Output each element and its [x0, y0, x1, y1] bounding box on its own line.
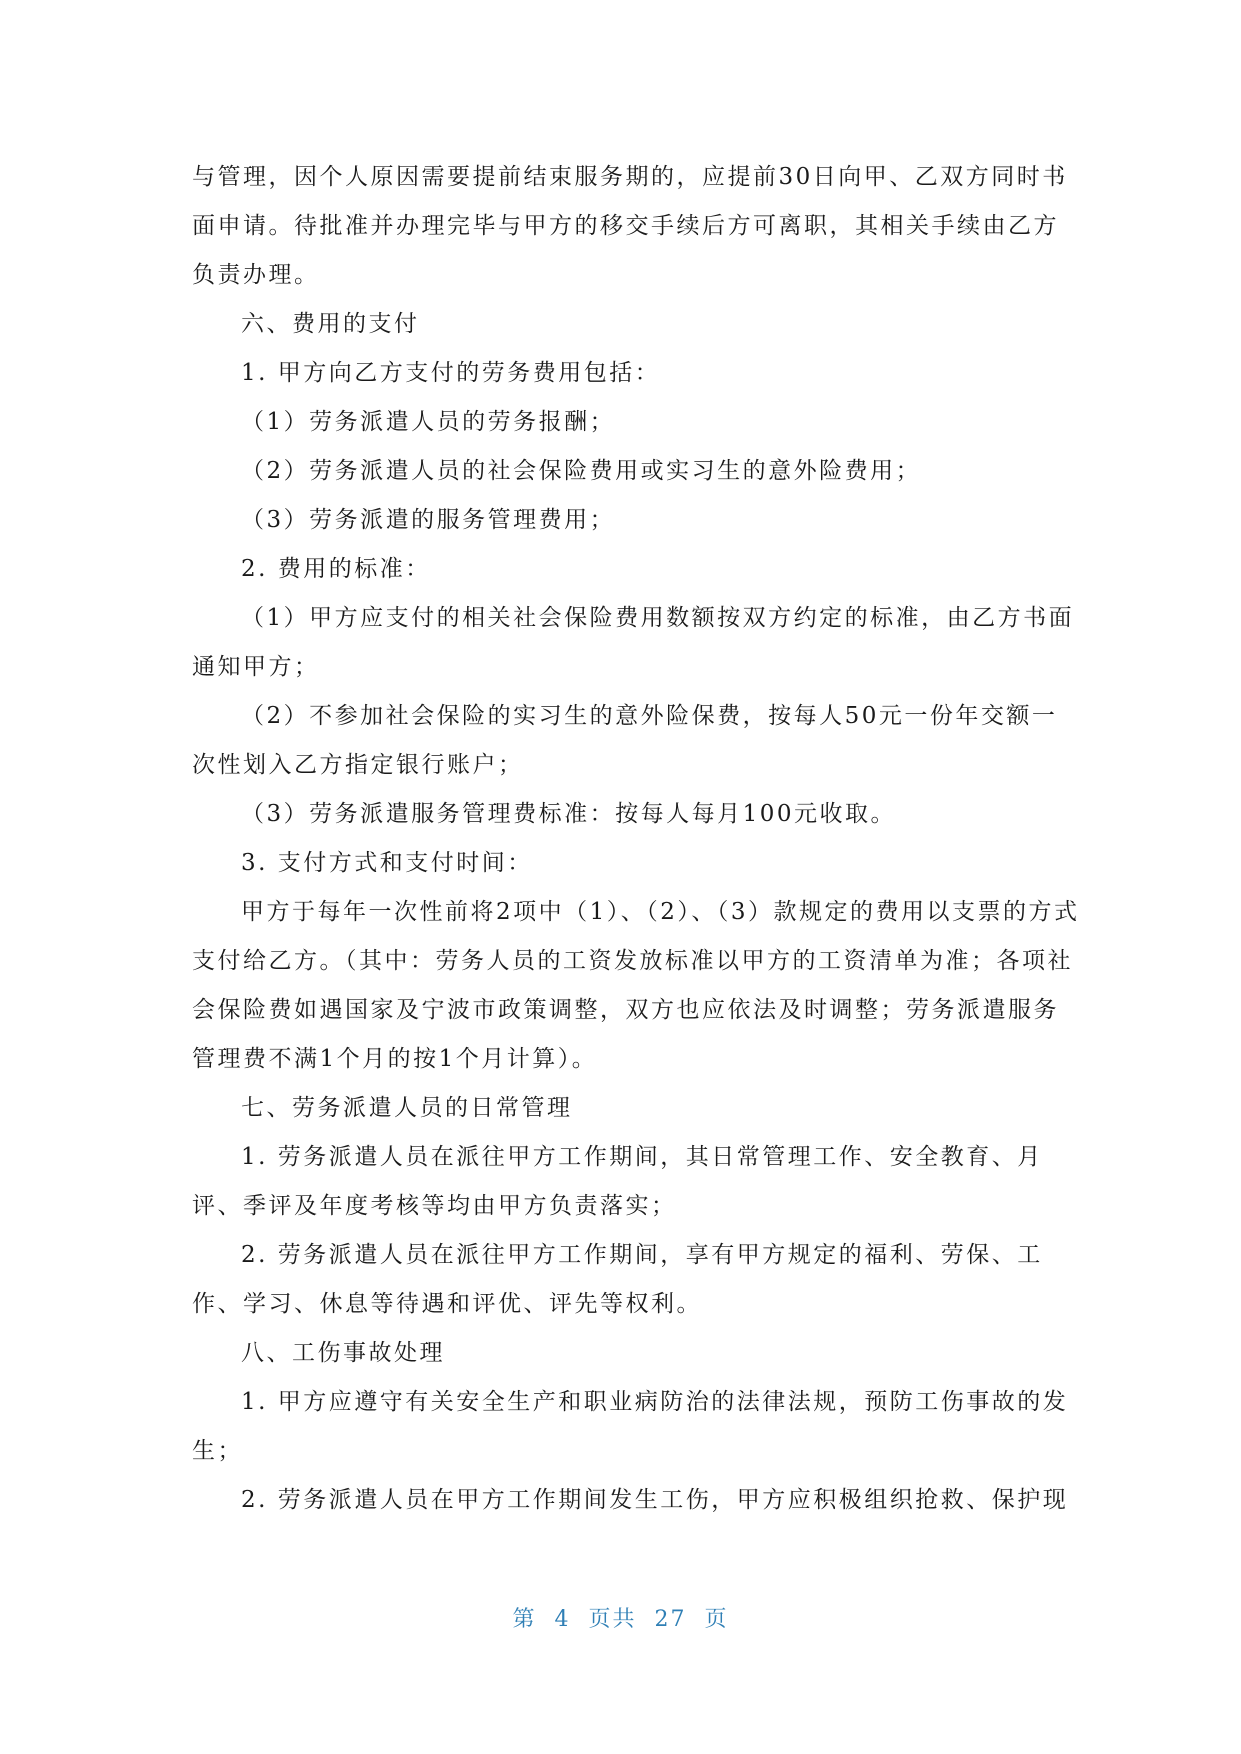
text-line: （1）甲方应支付的相关社会保险费用数额按双方约定的标准，由乙方书面 — [241, 605, 1075, 631]
text-line: （2）劳务派遣人员的社会保险费用或实习生的意外险费用； — [241, 458, 922, 484]
text-line: （3）劳务派遣服务管理费标准：按每人每月100元收取。 — [241, 801, 897, 827]
text-line: 1. 甲方应遵守有关安全生产和职业病防治的法律法规，预防工伤事故的发 — [241, 1389, 1069, 1415]
text-line: 面申请。待批准并办理完毕与甲方的移交手续后方可离职，其相关手续由乙方 — [192, 213, 1059, 239]
text-line: 负责办理。 — [192, 262, 320, 288]
page-footer-suffix: 页 — [704, 1607, 729, 1632]
text-line: 管理费不满1个月的按1个月计算）。 — [192, 1046, 598, 1072]
text-line: 1. 甲方向乙方支付的劳务费用包括： — [241, 360, 661, 386]
text-line: （3）劳务派遣的服务管理费用； — [241, 507, 616, 533]
text-line: 3. 支付方式和支付时间： — [241, 850, 533, 876]
text-line: 会保险费如遇国家及宁波市政策调整，双方也应依法及时调整；劳务派遣服务 — [192, 997, 1059, 1023]
section-heading: 六、费用的支付 — [241, 311, 420, 337]
text-line: （2）不参加社会保险的实习生的意外险保费，按每人50元一份年交额一 — [241, 703, 1058, 729]
text-line: 2. 费用的标准： — [241, 556, 431, 582]
text-line: 支付给乙方。（其中：劳务人员的工资发放标准以甲方的工资清单为准；各项社 — [192, 948, 1073, 974]
total-pages-number: 27 — [654, 1607, 687, 1632]
text-line: 次性划入乙方指定银行账户； — [192, 752, 524, 778]
section-heading: 七、劳务派遣人员的日常管理 — [241, 1095, 573, 1121]
text-line: （1）劳务派遣人员的劳务报酬； — [241, 409, 616, 435]
text-line: 作、学习、休息等待遇和评优、评先等权利。 — [192, 1291, 702, 1317]
text-line: 通知甲方； — [192, 654, 320, 680]
current-page-number: 4 — [554, 1607, 571, 1632]
document-body — [192, 153, 1080, 1525]
page-footer-middle: 页共 — [588, 1607, 637, 1632]
text-line: 评、季评及年度考核等均由甲方负责落实； — [192, 1193, 677, 1219]
section-heading: 八、工伤事故处理 — [241, 1340, 445, 1366]
text-line: 2. 劳务派遣人员在甲方工作期间发生工伤，甲方应积极组织抢救、保护现 — [241, 1487, 1069, 1513]
text-line: 2. 劳务派遣人员在派往甲方工作期间，享有甲方规定的福利、劳保、工 — [241, 1242, 1043, 1268]
page-footer — [0, 1602, 1241, 1633]
text-line: 1. 劳务派遣人员在派往甲方工作期间，其日常管理工作、安全教育、月 — [241, 1144, 1043, 1170]
text-line: 生； — [192, 1438, 243, 1464]
page-footer-prefix: 第 — [512, 1607, 537, 1632]
text-line: 与管理，因个人原因需要提前结束服务期的，应提前30日向甲、乙双方同时书 — [192, 164, 1068, 190]
text-line: 甲方于每年一次性前将2项中（1）、（2）、（3）款规定的费用以支票的方式 — [241, 899, 1080, 925]
